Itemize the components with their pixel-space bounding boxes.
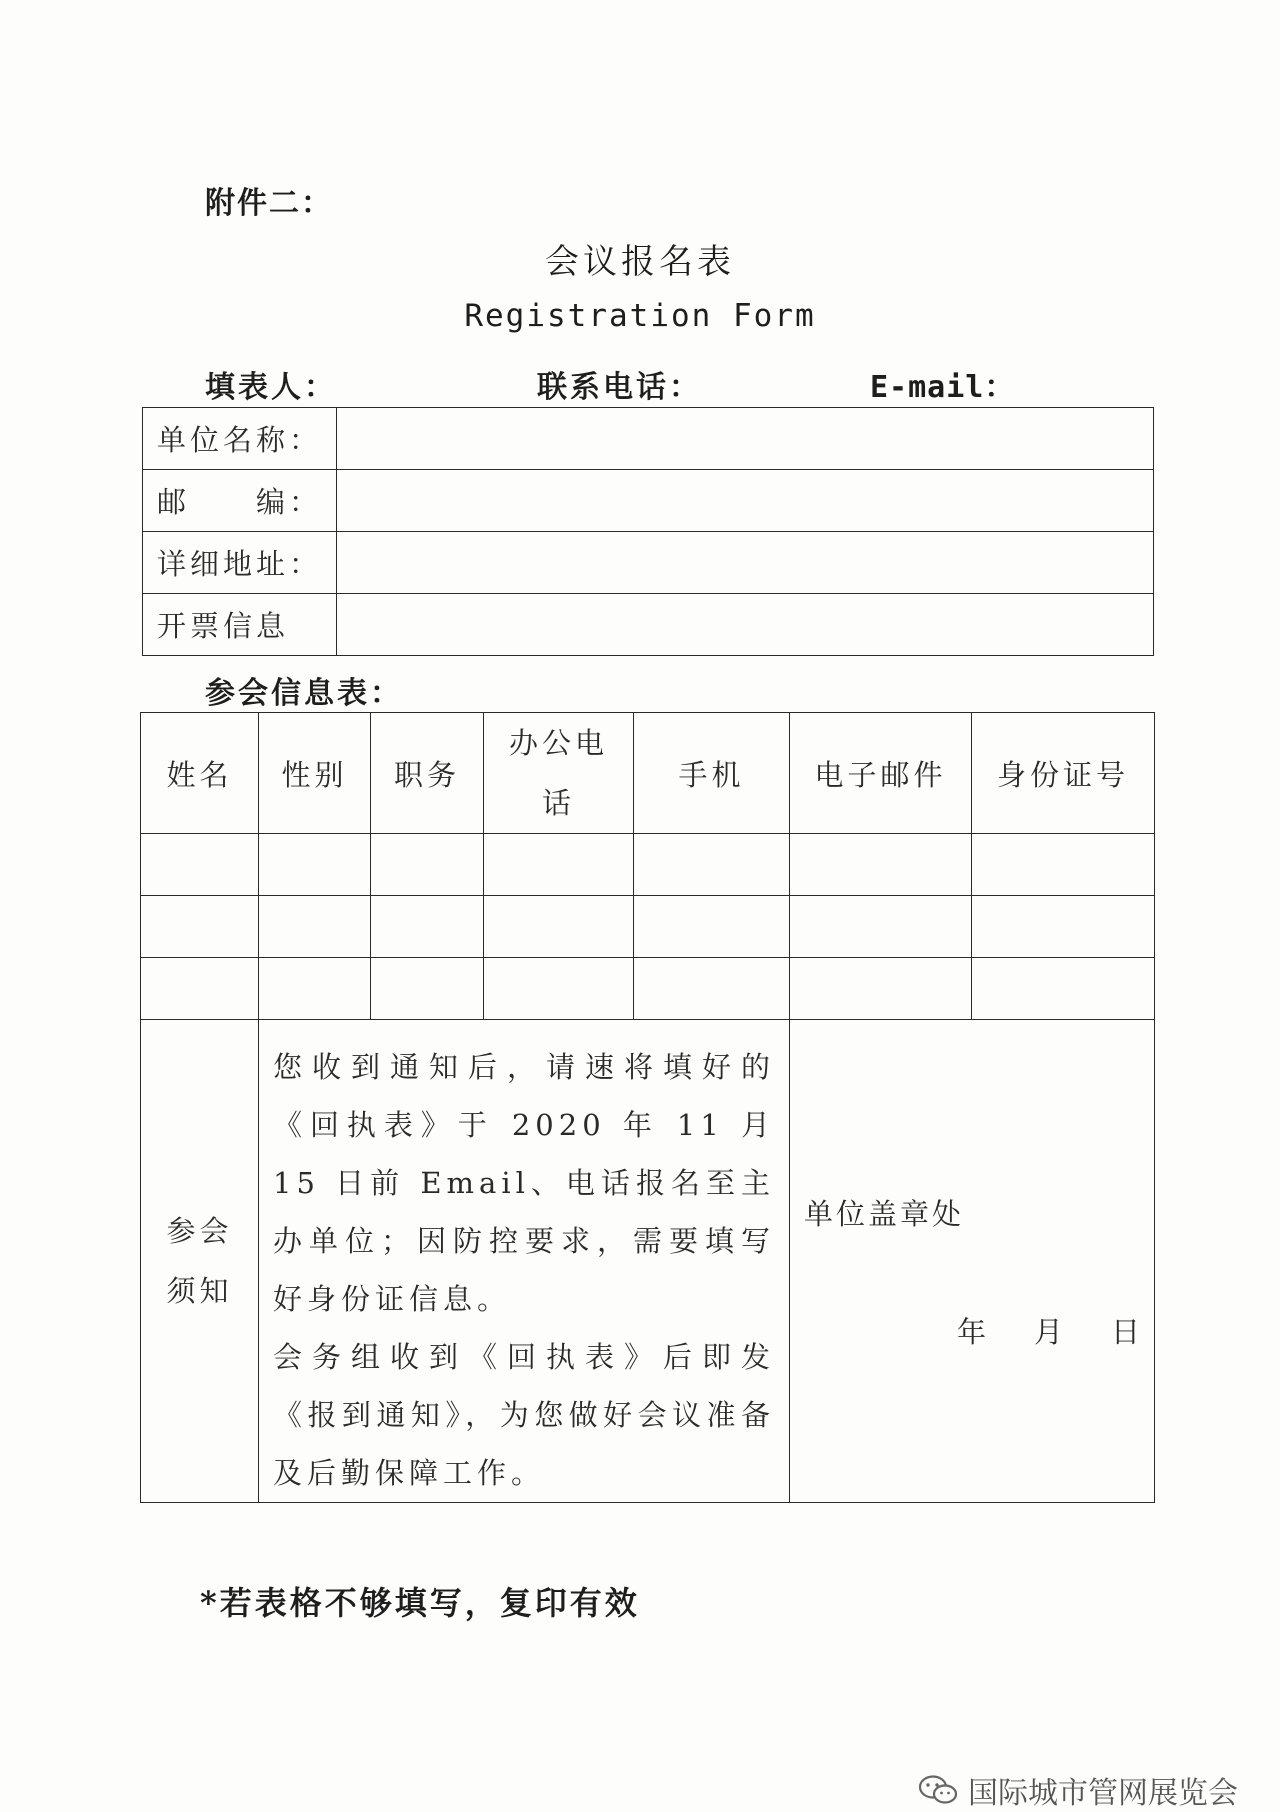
footnote: *若表格不够填写，复印有效 <box>200 1584 640 1622</box>
attendee-section-title: 参会信息表： <box>205 676 403 711</box>
table-cell[interactable] <box>371 834 484 896</box>
email-label: E-mail： <box>870 370 1016 405</box>
notice-label-line1: 参会 <box>166 1214 233 1248</box>
col-office-phone <box>484 713 634 834</box>
col-mobile: 手机 <box>634 713 790 834</box>
col-id-number: 身份证号 <box>972 713 1155 834</box>
form-title: 会议报名表 <box>545 242 735 282</box>
col-position: 职务 <box>371 713 484 834</box>
table-cell[interactable] <box>790 896 972 958</box>
notice-text <box>259 1020 790 1503</box>
table-cell[interactable] <box>141 958 259 1020</box>
table-cell[interactable] <box>141 834 259 896</box>
table-cell[interactable] <box>790 958 972 1020</box>
table-cell[interactable] <box>634 896 790 958</box>
stamp-label: 单位盖章处 <box>804 1197 965 1231</box>
form-title-english: Registration Form <box>464 298 816 334</box>
table-row <box>141 896 1155 958</box>
org-name-row <box>143 408 1154 470</box>
address-field[interactable] <box>337 532 1154 594</box>
notice-paragraph-1: 您收到通知后，请速将填好的《回执表》于 2020 年 11 月 15 日前 Email、电话报名至主办单位；因防控要求，需要填写好身份证信息。 <box>273 1050 775 1316</box>
org-name-label: 单位名称： <box>143 408 337 470</box>
table-cell[interactable] <box>259 834 371 896</box>
invoice-field[interactable] <box>337 594 1154 656</box>
invoice-row <box>143 594 1154 656</box>
table-cell[interactable] <box>484 896 634 958</box>
table-cell[interactable] <box>141 896 259 958</box>
table-cell[interactable] <box>484 958 634 1020</box>
notice-label-line2: 须知 <box>166 1274 233 1308</box>
table-cell[interactable] <box>790 834 972 896</box>
col-email: 电子邮件 <box>790 713 972 834</box>
watermark <box>918 1768 1238 1812</box>
filler-label: 填表人： <box>205 370 337 405</box>
attendee-table <box>140 712 1155 1503</box>
table-row <box>141 958 1155 1020</box>
stamp-area[interactable] <box>790 1020 1155 1503</box>
stamp-date <box>909 1310 1140 1351</box>
postcode-row <box>143 470 1154 532</box>
org-name-field[interactable] <box>337 408 1154 470</box>
date-day: 日 <box>1110 1315 1140 1349</box>
attachment-label: 附件二： <box>205 186 333 221</box>
watermark-text: 国际城市管网展览会 <box>968 1776 1238 1811</box>
postcode-field[interactable] <box>337 470 1154 532</box>
date-month: 月 <box>1033 1315 1063 1349</box>
notice-paragraph-2: 会务组收到《回执表》后即发《报到通知》，为您做好会议准备及后勤保障工作。 <box>273 1340 775 1490</box>
attendee-header-row <box>141 713 1155 834</box>
table-cell[interactable] <box>259 958 371 1020</box>
col-office-phone-line2: 话 <box>541 786 575 820</box>
table-cell[interactable] <box>972 896 1155 958</box>
notice-row <box>141 1020 1155 1503</box>
table-cell[interactable] <box>371 958 484 1020</box>
postcode-label: 邮 编： <box>143 470 337 532</box>
table-cell[interactable] <box>634 958 790 1020</box>
col-office-phone-line1: 办公电 <box>508 726 608 760</box>
address-label: 详细地址： <box>143 532 337 594</box>
col-name: 姓名 <box>141 713 259 834</box>
table-cell[interactable] <box>484 834 634 896</box>
address-row <box>143 532 1154 594</box>
organization-info-table <box>142 407 1154 656</box>
wechat-icon <box>918 1774 958 1806</box>
table-cell[interactable] <box>259 896 371 958</box>
table-row <box>141 834 1155 896</box>
date-year: 年 <box>956 1315 986 1349</box>
phone-label: 联系电话： <box>537 370 702 405</box>
notice-label <box>141 1020 259 1503</box>
table-cell[interactable] <box>972 958 1155 1020</box>
invoice-label: 开票信息 <box>143 594 337 656</box>
table-cell[interactable] <box>972 834 1155 896</box>
table-cell[interactable] <box>634 834 790 896</box>
table-cell[interactable] <box>371 896 484 958</box>
col-gender: 性别 <box>259 713 371 834</box>
